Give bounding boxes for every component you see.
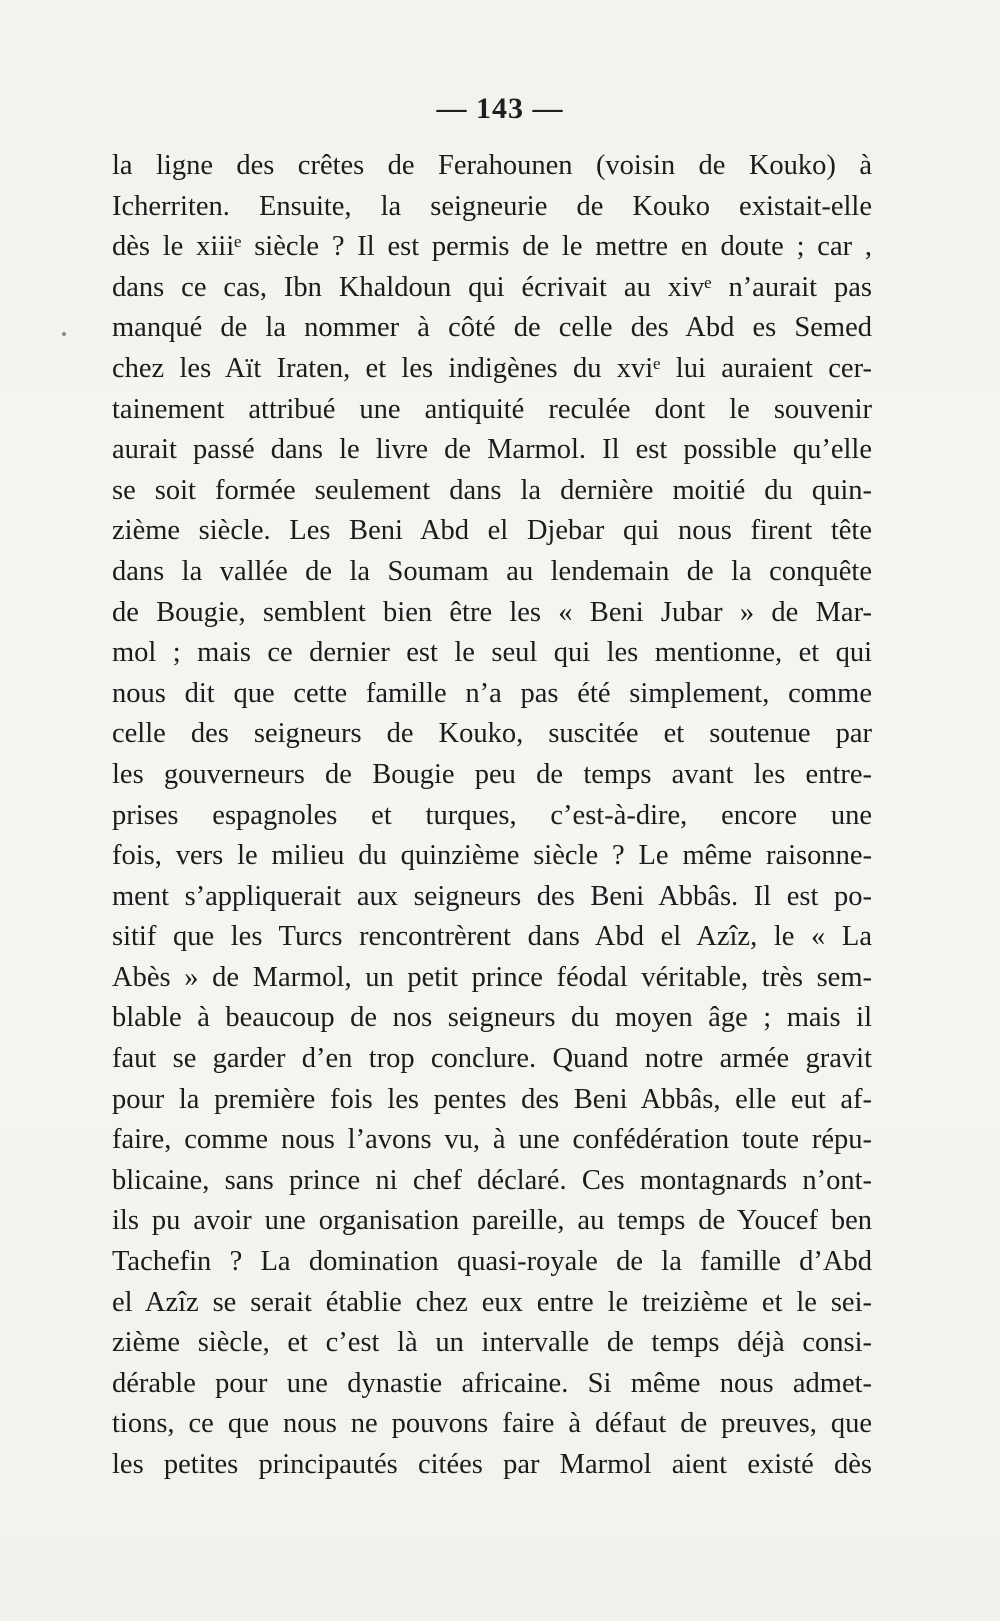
text-line: les petites principautés citées par Marmol aient existé dès: [112, 1449, 872, 1480]
text-line: el Azîz se serait établie chez eux entre le treizième et le sei-: [112, 1286, 872, 1318]
text-line: la ligne des crêtes de Ferahounen (voisin de Kouko) à: [112, 150, 872, 181]
text-line: dérable pour une dynastie africaine. Si même nous admet-: [112, 1367, 872, 1399]
text-line: ils pu avoir une organisation pareille, au temps de Youcef ben: [112, 1205, 872, 1237]
text-line: sitif que les Turcs rencontrèrent dans Abd el Azîz, le « La: [112, 921, 872, 953]
text-line: tions, ce que nous ne pouvons faire à défaut de preuves, que: [112, 1408, 872, 1440]
text-line: fois, vers le milieu du quinzième siècle ? Le même raisonne-: [112, 840, 872, 872]
text-line: faire, comme nous l’avons vu, à une confédération toute répu-: [112, 1124, 872, 1156]
text-line: blable à beaucoup de nos seigneurs du moyen âge ; mais il: [112, 1002, 872, 1034]
page-number: — 143 —: [436, 92, 564, 125]
text-line: nous dit que cette famille n’a pas été simplement, comme: [112, 677, 872, 709]
text-line: faut se garder d’en trop conclure. Quand notre armée gravit: [112, 1043, 872, 1075]
text-line: Tachefin ? La domination quasi-royale de la famille d’Abd: [112, 1246, 872, 1278]
text-line: tainement attribué une antiquité reculée dont le souvenir: [112, 393, 872, 425]
text-line: mol ; mais ce dernier est le seul qui les mentionne, et qui: [112, 637, 872, 669]
text-line: manqué de la nommer à côté de celle des Abd es Semed: [112, 312, 872, 344]
text-line: pour la première fois les pentes des Beni Abbâs, elle eut af-: [112, 1083, 872, 1115]
text-line: zième siècle, et c’est là un intervalle de temps déjà consi-: [112, 1327, 872, 1359]
margin-mark: [62, 332, 66, 336]
text-line: se soit formée seulement dans la dernière moitié du quin-: [112, 474, 872, 506]
text-line: celle des seigneurs de Kouko, suscitée et soutenue par: [112, 718, 872, 750]
text-line: ment s’appliquerait aux seigneurs des Beni Abbâs. Il est po-: [112, 880, 872, 912]
text-line: prises espagnoles et turques, c’est-à-dire, encore une: [112, 799, 872, 831]
text-line: de Bougie, semblent bien être les « Beni Jubar » de Mar-: [112, 596, 872, 628]
text-line: les gouverneurs de Bougie peu de temps avant les entre-: [112, 758, 872, 790]
text-line: zième siècle. Les Beni Abd el Djebar qui nous firent tête: [112, 515, 872, 547]
text-line: dans ce cas, Ibn Khaldoun qui écrivait au xivᵉ n’aurait pas: [112, 271, 872, 303]
text-line: dès le xiiiᵉ siècle ? Il est permis de le mettre en doute ; car ,: [112, 231, 872, 263]
body-text: [112, 146, 872, 1486]
text-line: dans la vallée de la Soumam au lendemain de la conquête: [112, 555, 872, 587]
text-line: Abès » de Marmol, un petit prince féodal véritable, très sem-: [112, 961, 872, 993]
text-line: Icherriten. Ensuite, la seigneurie de Kouko existait-elle: [112, 190, 872, 222]
text-line: blicaine, sans prince ni chef déclaré. Ces montagnards n’ont-: [112, 1164, 872, 1196]
text-line: chez les Aït Iraten, et les indigènes du xviᵉ lui auraient cer-: [112, 352, 872, 384]
text-line: aurait passé dans le livre de Marmol. Il est possible qu’elle: [112, 434, 872, 466]
